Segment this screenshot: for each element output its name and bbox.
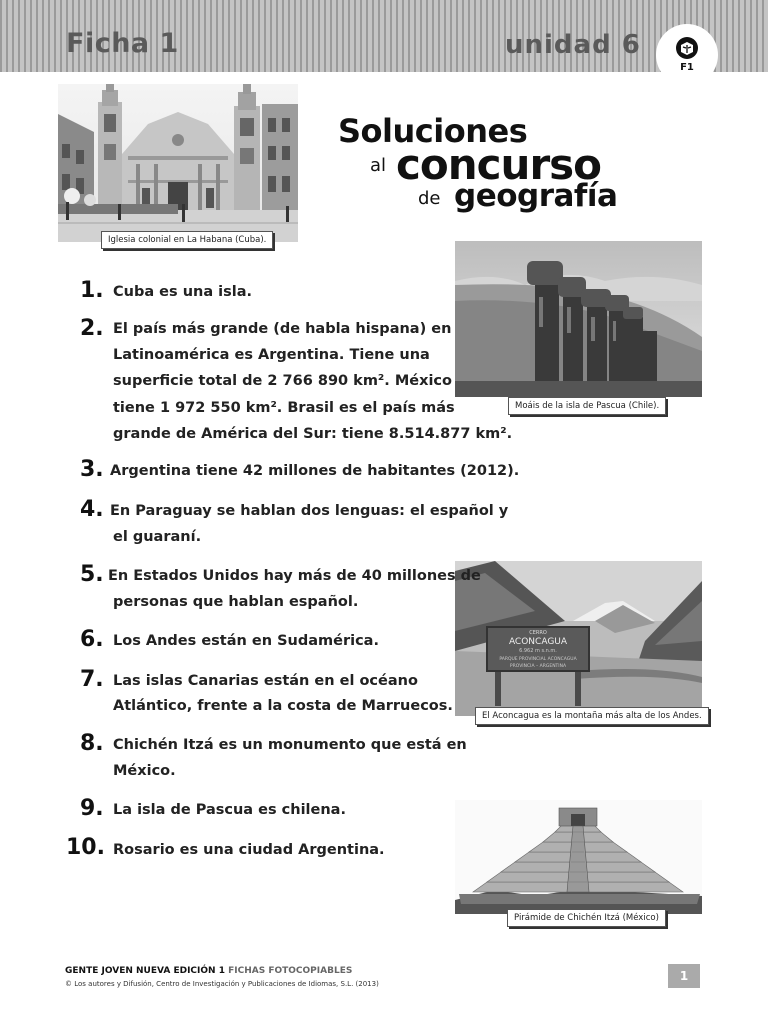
page-number: 1	[668, 964, 700, 988]
answer-line: personas que hablan español.	[113, 594, 359, 610]
answer-number: 9.	[80, 796, 104, 821]
answer-line: En Estados Unidos hay más de 40 millones de	[108, 568, 481, 584]
answer-line: grande de América del Sur: tiene 8.514.877 km².	[113, 426, 513, 442]
title-small-al: al	[370, 155, 387, 176]
title-line-geografia: geografía	[454, 178, 618, 214]
answer-number: 4.	[80, 497, 104, 522]
title-small-de: de	[418, 188, 441, 209]
havana-caption: Iglesia colonial en La Habana (Cuba).	[101, 231, 273, 249]
footer-level: 1	[218, 966, 225, 976]
answer-number: 7.	[80, 667, 104, 692]
aconcagua-photo	[455, 561, 702, 716]
answer-line: El país más grande (de habla hispana) en	[113, 321, 452, 337]
answer-number: 5.	[80, 562, 104, 587]
answer-number: 8.	[80, 731, 104, 756]
answer-line: Chichén Itzá es un monumento que está en	[113, 737, 467, 753]
footer-book-title: GENTE JOVEN NUEVA EDICIÓN	[65, 966, 216, 976]
badge-code: F1	[680, 62, 694, 73]
answer-line: México.	[113, 763, 176, 779]
moais-caption: Moáis de la isla de Pascua (Chile).	[508, 397, 666, 415]
aconcagua-caption: El Aconcagua es la montaña más alta de los Andes.	[475, 707, 709, 725]
worksheet-title: Ficha 1	[66, 28, 179, 59]
footer-copyright: © Los autores y Difusión, Centro de Investigación y Publicaciones de Idiomas, S.L. (2013)	[65, 980, 379, 988]
title-line-concurso: concurso	[396, 140, 602, 189]
moais-photo	[455, 241, 702, 397]
havana-cathedral-photo	[58, 84, 298, 242]
answer-line: Atlántico, frente a la costa de Marruecos.	[113, 698, 453, 714]
answer-number: 3.	[80, 457, 104, 482]
footer-section: FICHAS FOTOCOPIABLES	[228, 966, 353, 976]
answer-line: Latinoamérica es Argentina. Tiene una	[113, 347, 430, 363]
answer-line: En Paraguay se hablan dos lenguas: el español y	[110, 503, 509, 519]
answer-line: Argentina tiene 42 millones de habitantes (2012).	[110, 463, 520, 479]
answer-line: La isla de Pascua es chilena.	[113, 802, 346, 818]
sign-line-3: 6.962 m s.n.m.	[519, 648, 557, 654]
answer-number: 2.	[80, 316, 104, 341]
answer-line: el guaraní.	[113, 529, 202, 545]
sign-line-1: CERRO	[529, 630, 547, 636]
answer-line: Las islas Canarias están en el océano	[113, 673, 418, 689]
worksheet-badge	[656, 24, 718, 86]
answer-line: Rosario es una ciudad Argentina.	[113, 842, 385, 858]
title-line-soluciones: Soluciones	[338, 112, 528, 150]
photocopy-icon	[675, 36, 699, 60]
answer-number: 1.	[80, 278, 104, 303]
unit-label: unidad 6	[505, 30, 641, 60]
answer-number: 6.	[80, 627, 104, 652]
sign-line-5: PROVINCIA – ARGENTINA	[509, 664, 567, 669]
sign-line-4: PARQUE PROVINCIAL ACONCAGUA	[499, 657, 577, 662]
answer-number: 10.	[66, 835, 105, 860]
footer-book-line	[65, 966, 352, 976]
chichen-caption: Pirámide de Chichén Itzá (México)	[507, 909, 666, 927]
header-band	[0, 0, 768, 72]
answer-line: superficie total de 2 766 890 km². México	[113, 373, 452, 389]
answer-line: tiene 1 972 550 km². Brasil es el país más	[113, 400, 455, 416]
chichen-itza-photo	[455, 800, 702, 914]
answer-line: Los Andes están en Sudamérica.	[113, 633, 379, 649]
answer-line: Cuba es una isla.	[113, 284, 253, 300]
sign-line-2: ACONCAGUA	[508, 637, 568, 647]
